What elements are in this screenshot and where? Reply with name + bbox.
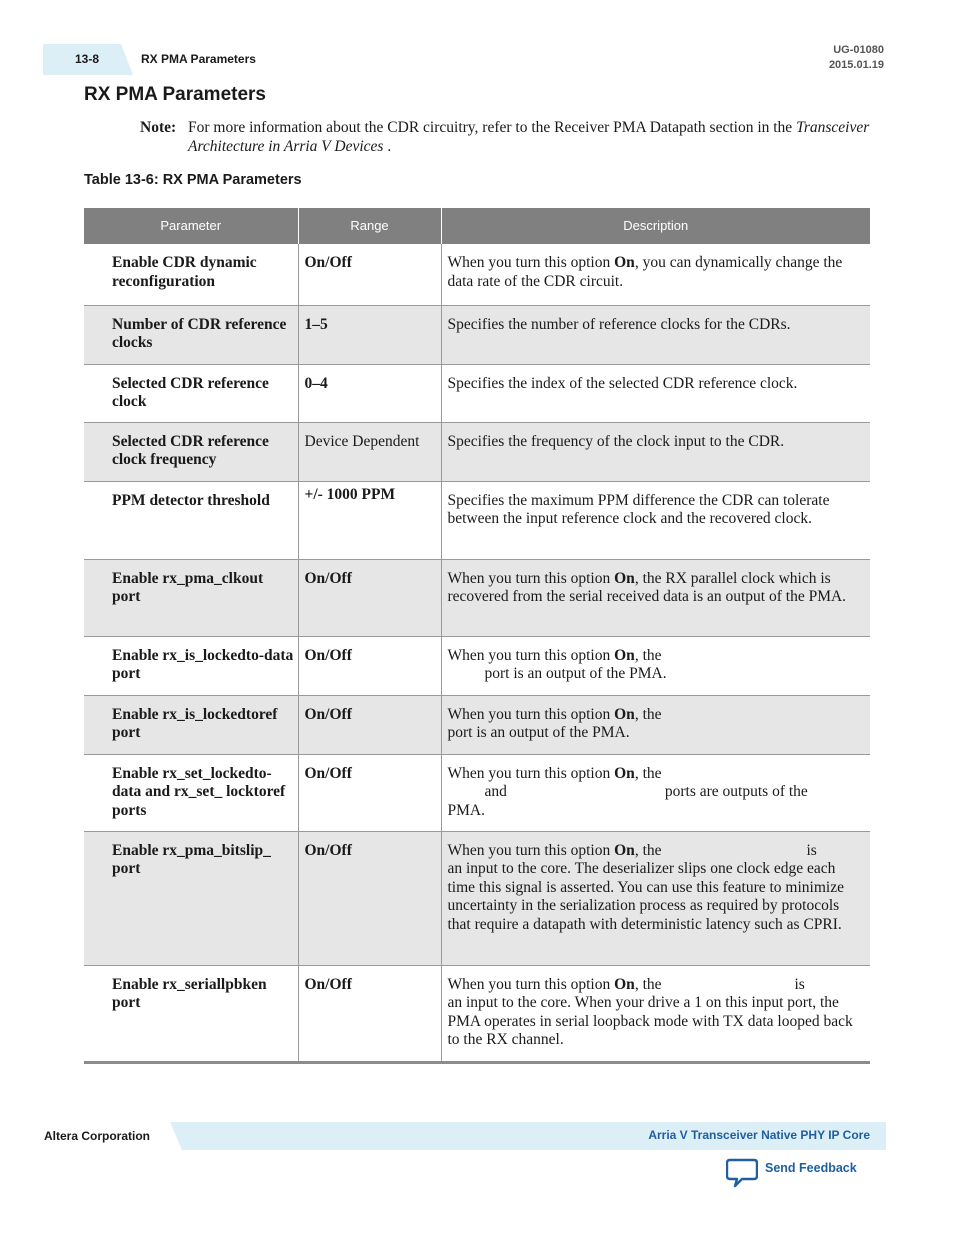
description-cell: When you turn this option On, the is an input to the core. The deserializer slips one clock edge each time this signal is asserted. You can use this feature to minimize uncertainty in the serialization process as required by protocols that require a datapath with deterministic latency such as CPRI.	[441, 831, 870, 965]
range-cell: Device Dependent	[298, 422, 441, 481]
description-cell: Specifies the frequency of the clock input to the CDR.	[441, 422, 870, 481]
param-cell: Enable CDR dynamic reconfiguration	[84, 244, 298, 305]
note-label: Note:	[140, 119, 177, 136]
table-row	[84, 636, 870, 695]
range-cell: On/Off	[298, 695, 441, 754]
description-cell: When you turn this option On, the is an input to the core. When your drive a 1 on this input port, the PMA operates in serial loopback mode with TX data looped back to the RX channel.	[441, 965, 870, 1062]
description-cell: Specifies the number of reference clocks for the CDRs.	[441, 305, 870, 364]
description-cell: When you turn this option On, the RX parallel clock which is recovered from the serial received data is an output of the PMA.	[441, 559, 870, 636]
table-row	[84, 481, 870, 559]
doc-id-block	[829, 43, 884, 73]
range-cell: On/Off	[298, 636, 441, 695]
table-header-row	[84, 208, 870, 244]
param-cell: Selected CDR reference clock	[84, 364, 298, 422]
table-row	[84, 244, 870, 305]
section-title: RX PMA Parameters	[84, 84, 266, 105]
range-cell: On/Off	[298, 559, 441, 636]
table-row	[84, 754, 870, 831]
note-tail: .	[387, 138, 392, 155]
footer-company: Altera Corporation	[44, 1129, 151, 1143]
table-row	[84, 559, 870, 636]
speech-bubble-icon	[726, 1158, 758, 1193]
description-cell: When you turn this option On, you can dynamically change the data rate of the CDR circuit.	[441, 244, 870, 305]
page-number: 13-8	[75, 52, 100, 66]
running-section-title: RX PMA Parameters	[141, 52, 256, 66]
table-row	[84, 965, 870, 1062]
param-cell: Enable rx_pma_bitslip_ port	[84, 831, 298, 965]
column-header-parameter: Parameter	[84, 208, 298, 244]
send-feedback-link[interactable]	[726, 1158, 866, 1188]
table-row	[84, 422, 870, 481]
description-cell: When you turn this option On, the port is an output of the PMA.	[441, 636, 870, 695]
description-cell: When you turn this option On, the and ports are outputs of the PMA.	[441, 754, 870, 831]
note-text: For more information about the CDR circuitry, refer to the Receiver PMA Datapath section in the	[188, 119, 793, 136]
column-header-description: Description	[441, 208, 870, 244]
table-row	[84, 364, 870, 422]
send-feedback-label[interactable]: Send Feedback	[765, 1161, 857, 1175]
param-cell: PPM detector threshold	[84, 481, 298, 559]
column-header-range: Range	[298, 208, 441, 244]
param-cell: Enable rx_is_lockedto-data port	[84, 636, 298, 695]
range-cell: On/Off	[298, 244, 441, 305]
doc-id: UG-01080	[833, 44, 884, 56]
range-cell: +/- 1000 PPM	[298, 481, 441, 559]
description-cell: When you turn this option On, the port is an output of the PMA.	[441, 695, 870, 754]
range-cell: On/Off	[298, 754, 441, 831]
param-cell: Number of CDR reference clocks	[84, 305, 298, 364]
footer-doc-title[interactable]: Arria V Transceiver Native PHY IP Core	[648, 1128, 870, 1142]
param-cell: Enable rx_seriallpbken port	[84, 965, 298, 1062]
table-row	[84, 695, 870, 754]
table-row	[84, 305, 870, 364]
note	[140, 118, 880, 156]
description-cell: Specifies the index of the selected CDR reference clock.	[441, 364, 870, 422]
note-link-text[interactable]: Transceiver Architecture in Arria V Devices	[188, 119, 870, 155]
doc-date: 2015.01.19	[828, 59, 884, 71]
param-cell: Enable rx_set_lockedto-data and rx_set_ locktoref ports	[84, 754, 298, 831]
range-cell: On/Off	[298, 965, 441, 1062]
param-cell: Enable rx_is_lockedtoref port	[84, 695, 298, 754]
table-row	[84, 831, 870, 965]
param-cell: Selected CDR reference clock frequency	[84, 422, 298, 481]
table-caption: Table 13-6: RX PMA Parameters	[84, 172, 302, 188]
range-cell: 1–5	[298, 305, 441, 364]
rx-pma-parameters-table	[84, 208, 870, 1064]
range-cell: On/Off	[298, 831, 441, 965]
range-cell: 0–4	[298, 364, 441, 422]
param-cell: Enable rx_pma_clkout port	[84, 559, 298, 636]
description-cell: Specifies the maximum PPM difference the CDR can tolerate between the input reference clock and the recovered clock.	[441, 481, 870, 559]
